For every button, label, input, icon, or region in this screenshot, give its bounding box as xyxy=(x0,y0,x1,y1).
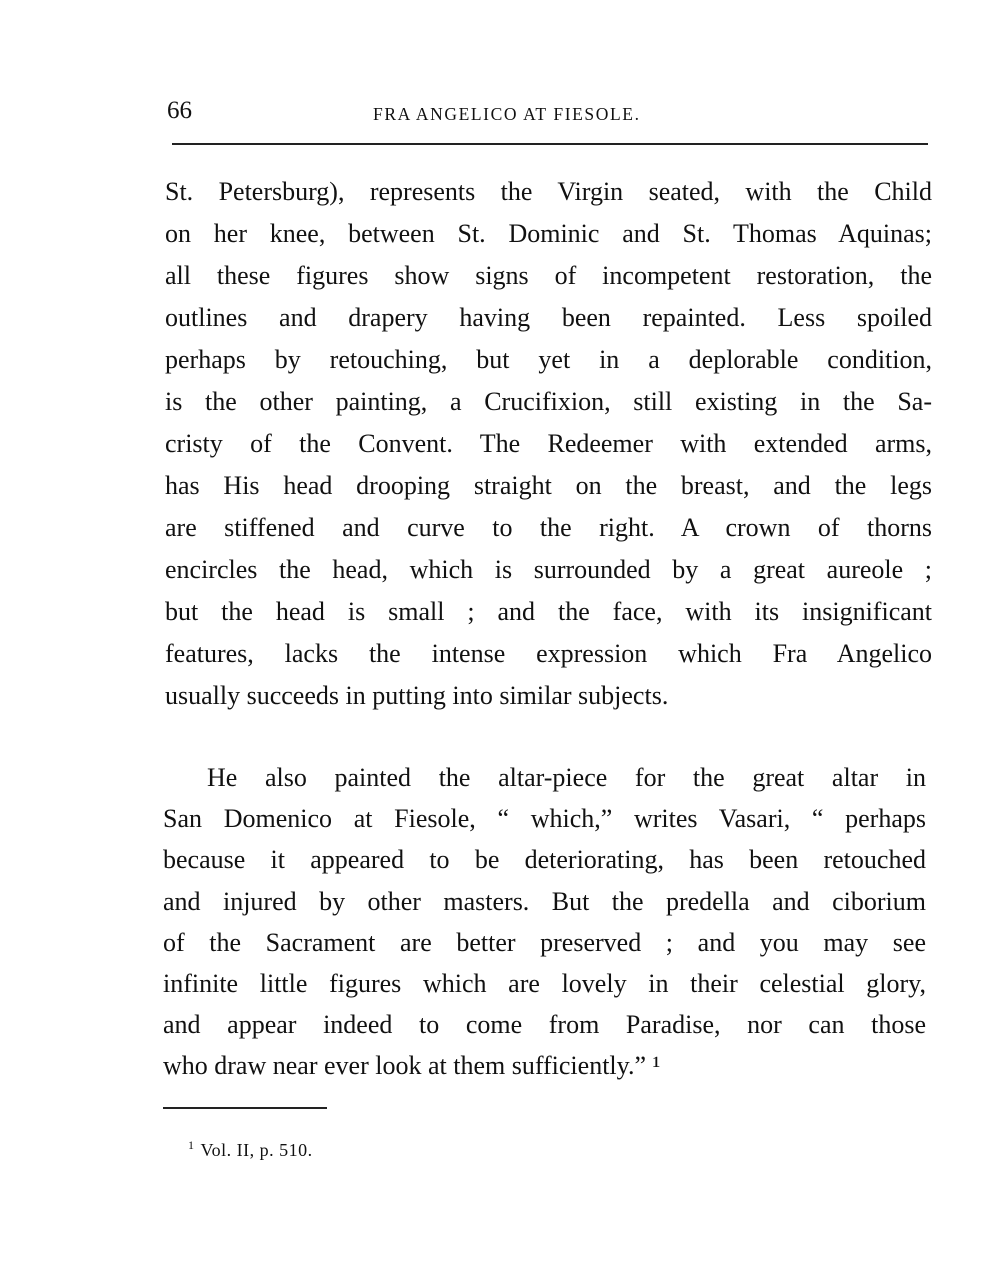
text-line: who draw near ever look at them sufficiently.” ¹ xyxy=(163,1051,661,1081)
text-line: perhaps by retouching, but yet in a deplorable condition, xyxy=(165,345,932,374)
text-line: features, lacks the intense expression which Fra Angelico xyxy=(165,639,932,668)
text-line: and appear indeed to come from Paradise, nor can those xyxy=(163,1010,926,1040)
footnote-rule xyxy=(163,1107,327,1109)
text-line: of the Sacrament are better preserved ; and you may see xyxy=(163,927,926,957)
text-line: outlines and drapery having been repainted. Less spoiled xyxy=(165,303,932,332)
text-line: is the other painting, a Crucifixion, still existing in the Sa- xyxy=(165,387,932,416)
text-line: St. Petersburg), represents the Virgin seated, with the Child xyxy=(165,177,932,206)
running-title: FRA ANGELICO AT FIESOLE. xyxy=(373,104,641,124)
page-number: 66 xyxy=(167,97,192,124)
text-line: but the head is small ; and the face, with its insignificant xyxy=(165,597,932,626)
text-line: and injured by other masters. But the predella and ciborium xyxy=(163,886,926,916)
text-line: on her knee, between St. Dominic and St. Thomas Aquinas; xyxy=(165,219,932,248)
footnote xyxy=(188,1138,313,1161)
text-line: encircles the head, which is surrounded by a great aureole ; xyxy=(165,555,932,584)
text-line: because it appeared to be deteriorating, has been retouched xyxy=(163,845,926,875)
text-line: cristy of the Convent. The Redeemer with extended arms, xyxy=(165,429,932,458)
text-line: San Domenico at Fiesole, “ which,” writes Vasari, “ perhaps xyxy=(163,804,926,834)
text-line: are stiffened and curve to the right. A crown of thorns xyxy=(165,513,932,542)
text-line: usually succeeds in putting into similar subjects. xyxy=(165,681,669,710)
text-line: has His head drooping straight on the breast, and the legs xyxy=(165,471,932,500)
text-line: He also painted the altar-piece for the great altar in xyxy=(207,763,926,792)
text-line: all these figures show signs of incompetent restoration, the xyxy=(165,261,932,290)
footnote-text: Vol. II, p. 510. xyxy=(200,1140,313,1160)
footnote-marker: 1 xyxy=(188,1138,195,1152)
text-line: infinite little figures which are lovely in their celestial glory, xyxy=(163,969,926,998)
header-rule xyxy=(172,143,928,145)
